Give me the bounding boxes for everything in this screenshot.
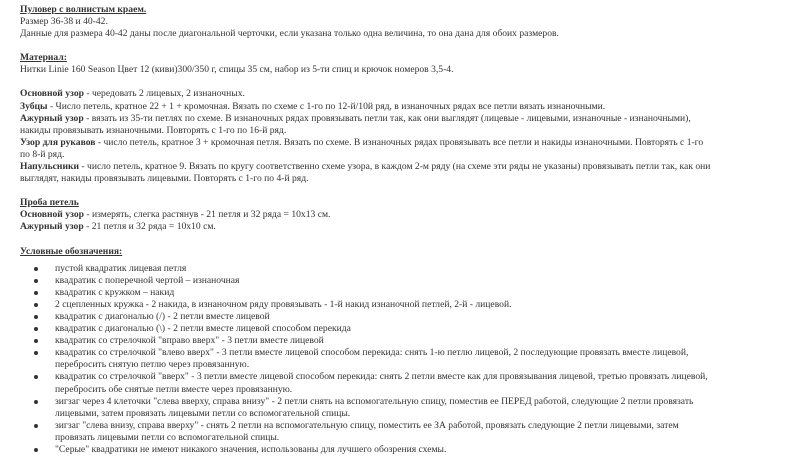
legend-item [20, 299, 800, 311]
legend-item-text: квадратик со стрелочкой "вверх" - 3 петли вместе лицевой способом перекида: снять 2 петли вместе как для провязывания лицевой, третью провязать лицевой, [55, 371, 708, 383]
title-text: Пуловер с волнистым краем. [20, 4, 147, 15]
main-pattern-text: - чередовать 2 лицевых, 2 изнаночных. [83, 88, 245, 100]
legend-item-text: 2 сцепленных кружка - 2 накида, в изнаночном ряду провязывать - 1-й накид изнаночной петлей, 2-й - лицевой. [55, 298, 512, 310]
gauge-main [20, 209, 800, 221]
lace-text-1: - вязать из 35-ти петлях по схеме. В изнаночных рядах провязывать петли так, как они выглядят (лицевые - лицевыми, изнаночные - изнаночными), [83, 112, 691, 124]
gauge-heading-text: Проба петель [20, 197, 79, 209]
teeth-label: Зубцы [20, 100, 48, 112]
legend-item-continuation: лицевыми, затем провязать лицевыми петли со вспомогательной спицы. [55, 407, 351, 419]
legend-item-text: квадратик со стрелочкой "влево вверх" - 3 петли вместе лицевой способом перекида: снять 1-ю петлю лицевой, 2 последующие провязать вместе лицевой, [55, 347, 689, 359]
sleeve-pattern-cont: по 8-й ряд. [20, 148, 65, 160]
legend-item [20, 263, 800, 275]
legend-item [20, 323, 800, 335]
teeth-pattern [20, 101, 800, 113]
legend-heading [20, 246, 800, 258]
lace-pattern [20, 113, 800, 125]
sleeve-label: Узор для рукавов [20, 136, 96, 148]
legend-item-text: зигзаг через 4 клеточки "слева вверху, справа внизу" - 2 петли снять на вспомогательную спицу, поместив ее ПЕРЕД работой, следующие 2 петли провязать [55, 395, 694, 407]
legend-item-continuation: перебросить обе снятые петли вместе через провязанную. [55, 383, 293, 395]
legend-item-continuation: перебросить снятую петлю через провязанную. [55, 359, 250, 371]
legend-item [20, 371, 800, 395]
legend-item-text: квадратик с диагональю (\) - 2 петли вместе лицевой способом перекида [55, 323, 351, 335]
legend-item-text: квадратик с диагональю (/) - 2 петли вместе лицевой [55, 310, 270, 322]
legend-item [20, 287, 800, 299]
gauge-lace-text: - 21 петля и 32 ряда = 10х10 см. [83, 221, 216, 233]
gauge-heading [20, 197, 800, 209]
main-pattern-label: Основной узор [20, 88, 84, 100]
legend-item-text: квадратик со стрелочкой "вправо вверх" - 3 петли вместе лицевой [55, 335, 324, 347]
legend-list [20, 263, 800, 457]
sizes-line: Размер 36-38 и 40-42. [20, 16, 108, 28]
legend-item-continuation: провязать лицевыми петли со вспомогательной спицы. [55, 431, 280, 443]
legend-item [20, 347, 800, 371]
material-text: Нитки Linie 160 Season Цвет 12 (киви)300/350 г, спицы 35 см, набор из 5-ти спиц и крючок номеров 3,5-4. [20, 64, 454, 76]
teeth-text: - Число петель, кратное 22 + 1 + кромочная. Вязать по схеме с 1-го по 12-й/10й ряд, в изнаночных рядах все петли вязать изнаночными. [47, 100, 606, 112]
legend-item [20, 311, 800, 323]
main-pattern [20, 88, 800, 100]
legend-item-text: квадратик с поперечной чертой – изнаночная [55, 274, 240, 286]
legend-item-text: пустой квадратик лицевая петля [55, 262, 187, 274]
lace-label: Ажурный узор [20, 112, 84, 124]
legend-item [20, 420, 800, 444]
legend-item-text: квадратик с кружком – накид [55, 286, 175, 298]
tops-pattern [20, 161, 800, 173]
legend-item [20, 335, 800, 347]
gauge-lace [20, 221, 800, 233]
legend-item [20, 444, 800, 456]
legend-item [20, 396, 800, 420]
lace-pattern-cont: накиды провязывать изнаночными. Повторять с 1-го по 16-й ряд. [20, 124, 287, 136]
legend-item-text: зигзаг "слева внизу, справа вверху" - снять 2 петли на вспомогательную спицу, поместить ее ЗА работой, провязать следующие 2 петли лицевыми, затем [55, 419, 679, 431]
material-heading [20, 52, 800, 64]
gauge-lace-label: Ажурный узор [20, 221, 84, 233]
doc-title [20, 4, 800, 16]
tops-label: Напульсники [20, 161, 80, 173]
sleeve-text-1: - число петель, кратное 3 + кромочная петля. Вязать по схеме. В изнаночных рядах провязывать все петли и накиды изнаночными. Повторять с 1-го [95, 136, 704, 148]
legend-item-text: "Серые" квадратики не имеют никакого значения, использованы для лучшего обозрения схемы. [55, 444, 447, 455]
sleeve-pattern [20, 137, 800, 149]
legend-heading-text: Условные обозначения: [20, 245, 123, 257]
legend-item [20, 275, 800, 287]
tops-pattern-cont: выглядят, накиды провязывать лицевыми. Повторять с 1-го по 4-й ряд. [20, 173, 309, 185]
tops-text-1: - число петель, кратное 9. Вязать по кругу соответственно схеме узора, в каждом 2-м ряду (на схеме эти ряды не указаны) провязывать петли так, как они [79, 161, 711, 173]
gauge-main-text: - измерять, слегка растянув - 21 петля и 32 ряда = 10х13 см. [83, 209, 331, 221]
material-heading-text: Материал: [20, 52, 67, 64]
size-note: Данные для размера 40-42 даны после диагональной черточки, если указана только одна величина, то она дана для обоих размеров. [20, 28, 559, 40]
gauge-main-label: Основной узор [20, 209, 84, 221]
